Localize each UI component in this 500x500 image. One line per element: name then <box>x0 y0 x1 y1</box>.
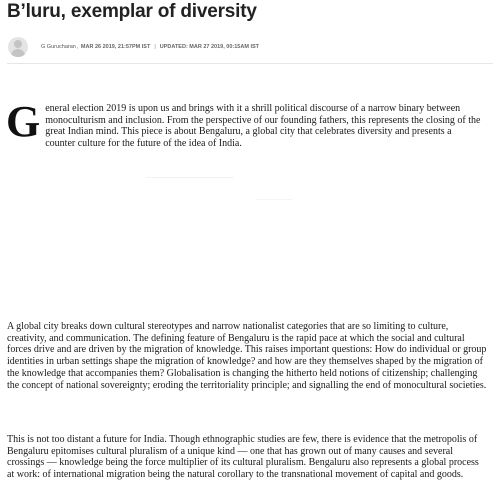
article-headline: B’luru, exemplar of diversity <box>7 1 257 22</box>
drop-cap: G <box>6 97 41 146</box>
author-name[interactable]: G Gurucharan <box>41 44 76 50</box>
ad-placeholder-line <box>146 177 234 178</box>
article-paragraph-2: A global city breaks down cultural stereotypes and narrow nationalist categories that are so limiting to culture, creativity, and communication. The defining feature of Bengaluru is the rapid pace at which the social and cultural forces drive and are driven by the migration of knowledge. This raises important questions: How do individual or group identities in urban settings shape the migration of knowledge? and how are they themselves shaped by the migration of the knowledge that accompanies them? Globalisation is changing the hitherto held notions of citizenship; challenging the concept of national sovereignty; eroding the territoriality principle; and signalling the end of monocultural societies. <box>7 321 487 391</box>
ad-placeholder-line <box>256 199 292 200</box>
article-paragraph-1 <box>6 97 482 150</box>
byline-divider-rule <box>7 63 493 64</box>
byline-separator: , <box>76 44 80 50</box>
published-time: MAR 26 2019, 21:57PM IST <box>80 44 151 50</box>
article-byline <box>8 36 259 58</box>
article-paragraph-3: This is not too distant a future for India. Though ethnographic studies are few, there is evidence that the metropolis of Bengaluru epitomises cultural pluralism of a unique kind — one that has grown out of many causes and several crossings — knowledge being the force multiplier of its cultural pluralism. Bengaluru also represents a global process at work: of international migration being the natural corollary to the transnational movement of capital and goods. <box>7 434 479 481</box>
updated-time: UPDATED: MAR 27 2019, 00:15AM IST <box>159 44 259 50</box>
author-avatar-icon[interactable] <box>8 37 28 57</box>
paragraph-1-text: eneral election 2019 is upon us and brings with it a shrill political discourse of a narrow binary between monoculturism and inclusion. From the perspective of our founding fathers, this represents the closing of the great Indian mind. This piece is about Bengaluru, a global city that celebrates diversity and presents a counter culture for the future of the idea of India. <box>45 103 481 150</box>
byline-divider: | <box>154 44 156 50</box>
